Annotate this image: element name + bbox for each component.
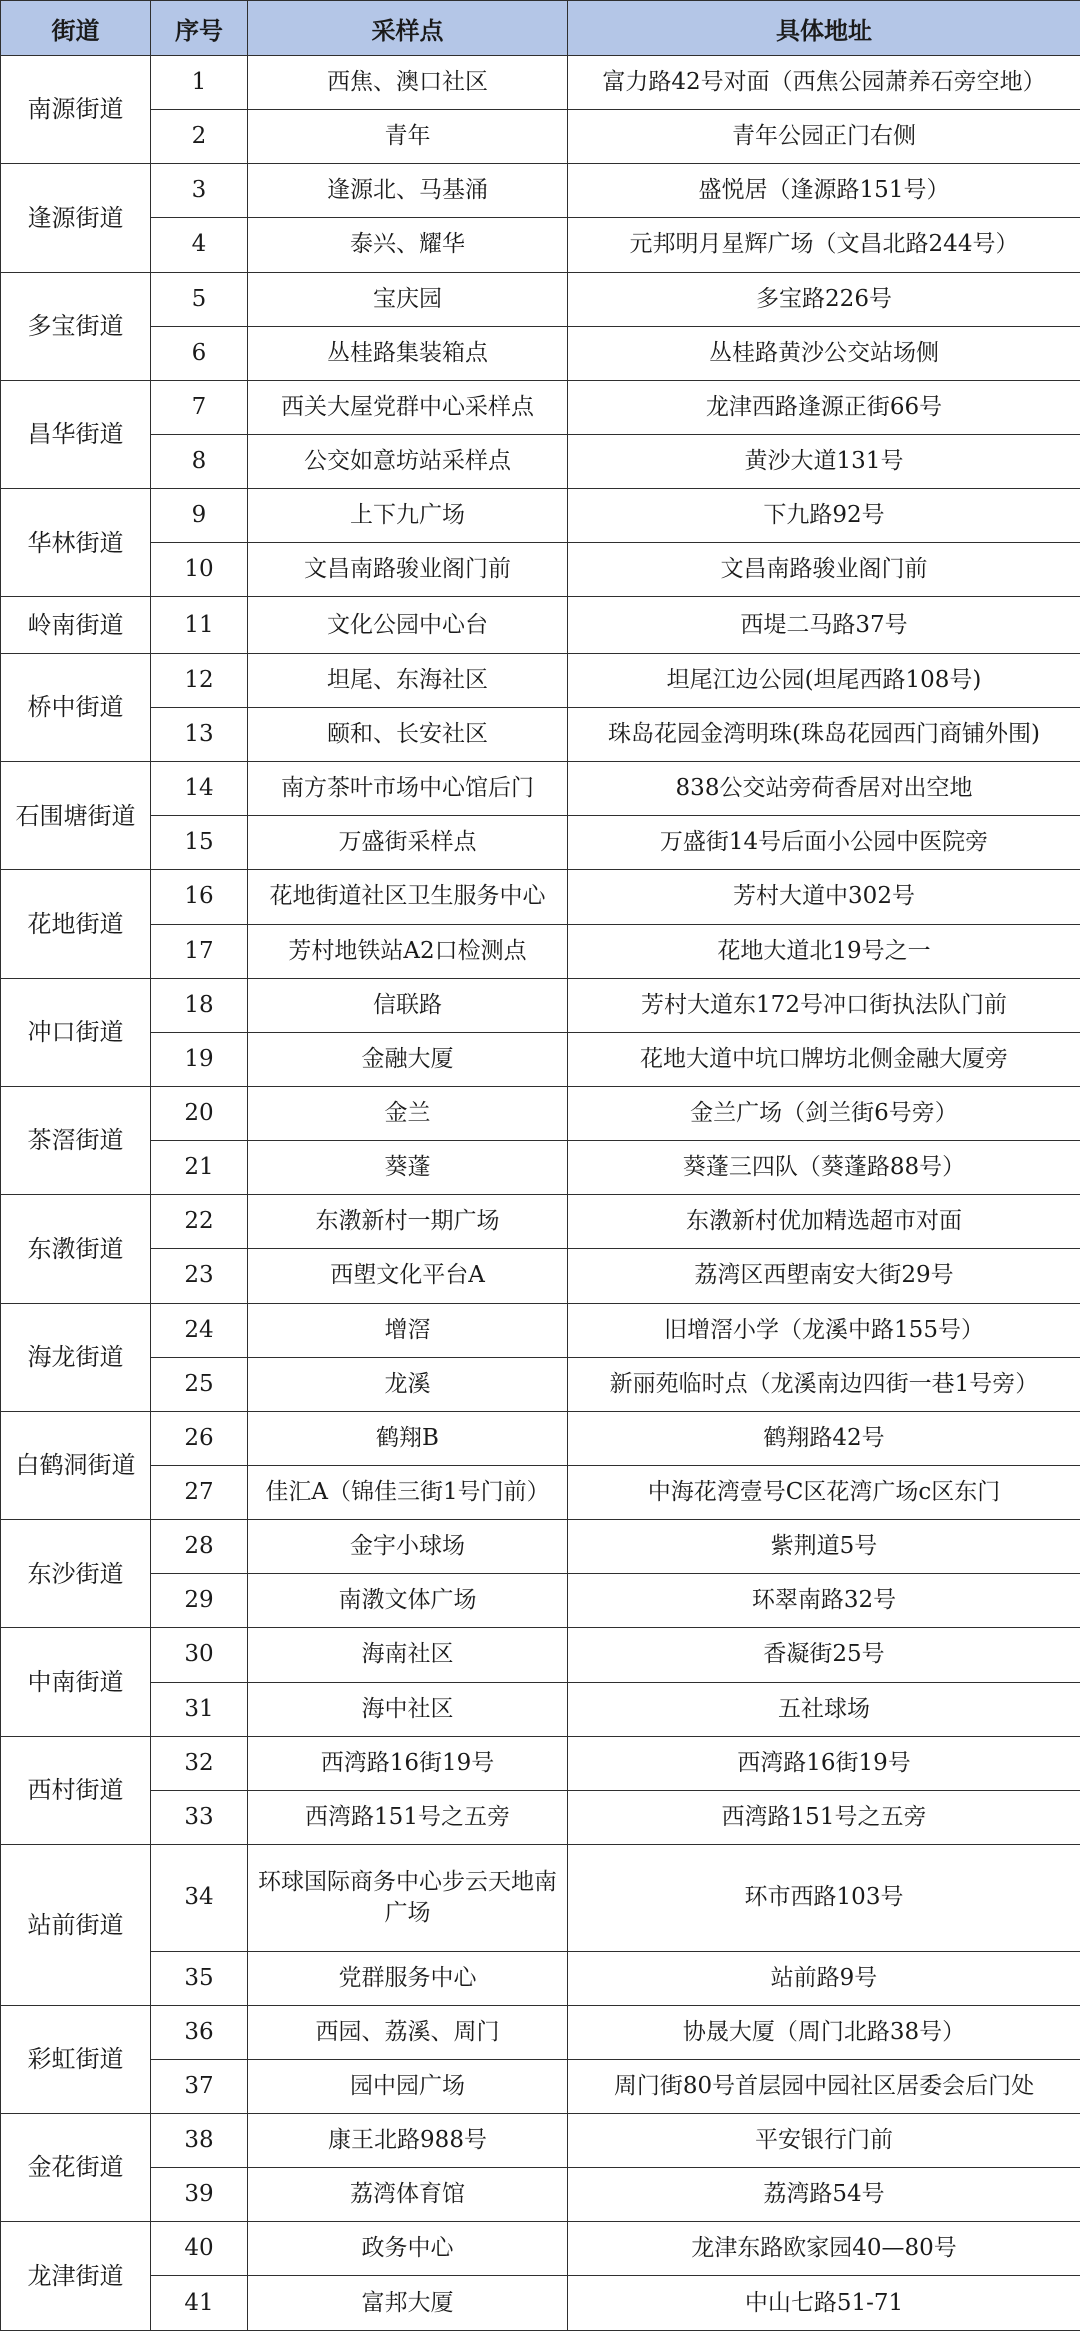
sampling-point-cell: 颐和、长安社区 <box>248 707 568 761</box>
table-body <box>1 56 1080 2331</box>
address-cell: 丛桂路黄沙公交站场侧 <box>568 326 1080 380</box>
sampling-point-cell: 西园、荔溪、周门 <box>248 2005 568 2059</box>
sampling-point-cell: 文化公园中心台 <box>248 597 568 653</box>
street-cell: 逢源街道 <box>1 164 151 272</box>
table-row <box>1 1141 1080 1195</box>
number-cell: 7 <box>151 380 248 434</box>
address-cell: 鹤翔路42号 <box>568 1411 1080 1465</box>
street-cell: 岭南街道 <box>1 597 151 653</box>
street-cell: 中南街道 <box>1 1628 151 1736</box>
table-row <box>1 2276 1080 2331</box>
address-cell: 元邦明月星辉广场（文昌北路244号） <box>568 218 1080 272</box>
number-cell: 1 <box>151 56 248 110</box>
sampling-point-cell: 泰兴、耀华 <box>248 218 568 272</box>
table-row <box>1 1736 1080 1790</box>
address-cell: 荔湾区西塱南安大街29号 <box>568 1249 1080 1303</box>
address-cell: 龙津西路逢源正街66号 <box>568 380 1080 434</box>
address-cell: 葵蓬三四队（葵蓬路88号） <box>568 1141 1080 1195</box>
table-row <box>1 2113 1080 2167</box>
address-cell: 环市西路103号 <box>568 1844 1080 1951</box>
sampling-point-cell: 西湾路151号之五旁 <box>248 1790 568 1844</box>
header-row <box>1 1 1080 56</box>
header-street: 街道 <box>1 1 151 56</box>
address-cell: 协晟大厦（周门北路38号） <box>568 2005 1080 2059</box>
sampling-point-cell: 海南社区 <box>248 1628 568 1682</box>
street-cell: 西村街道 <box>1 1736 151 1844</box>
address-cell: 西湾路16街19号 <box>568 1736 1080 1790</box>
street-cell: 花地街道 <box>1 870 151 978</box>
number-cell: 36 <box>151 2005 248 2059</box>
street-cell: 东沙街道 <box>1 1520 151 1628</box>
address-cell: 富力路42号对面（西焦公园萧养石旁空地） <box>568 56 1080 110</box>
address-cell: 周门街80号首层园中园社区居委会后门处 <box>568 2059 1080 2113</box>
table-row <box>1 218 1080 272</box>
table-row <box>1 978 1080 1032</box>
sampling-point-cell: 政务中心 <box>248 2222 568 2276</box>
table-row <box>1 110 1080 164</box>
table-row <box>1 272 1080 326</box>
table-row <box>1 1520 1080 1574</box>
table-row <box>1 434 1080 488</box>
street-cell: 华林街道 <box>1 489 151 597</box>
table-row <box>1 924 1080 978</box>
sampling-point-cell: 金宇小球场 <box>248 1520 568 1574</box>
sampling-point-cell: 龙溪 <box>248 1357 568 1411</box>
table-row <box>1 1086 1080 1140</box>
street-cell: 冲口街道 <box>1 978 151 1086</box>
sampling-point-cell: 南方茶叶市场中心馆后门 <box>248 762 568 816</box>
address-cell: 中山七路51-71 <box>568 2276 1080 2331</box>
street-cell: 彩虹街道 <box>1 2005 151 2113</box>
number-cell: 41 <box>151 2276 248 2331</box>
address-cell: 下九路92号 <box>568 489 1080 543</box>
address-cell: 芳村大道中302号 <box>568 870 1080 924</box>
table-row <box>1 1951 1080 2005</box>
table-row <box>1 489 1080 543</box>
sampling-point-cell: 丛桂路集装箱点 <box>248 326 568 380</box>
number-cell: 34 <box>151 1844 248 1951</box>
street-cell: 桥中街道 <box>1 653 151 761</box>
address-cell: 站前路9号 <box>568 1951 1080 2005</box>
sampling-point-cell: 上下九广场 <box>248 489 568 543</box>
number-cell: 12 <box>151 653 248 707</box>
sampling-point-cell: 南漖文体广场 <box>248 1574 568 1628</box>
sampling-point-cell: 芳村地铁站A2口检测点 <box>248 924 568 978</box>
number-cell: 3 <box>151 164 248 218</box>
sampling-point-cell: 环球国际商务中心步云天地南广场 <box>248 1844 568 1951</box>
table-row <box>1 870 1080 924</box>
address-cell: 新丽苑临时点（龙溪南边四街一巷1号旁） <box>568 1357 1080 1411</box>
number-cell: 22 <box>151 1195 248 1249</box>
address-cell: 金兰广场（剑兰街6号旁） <box>568 1086 1080 1140</box>
sampling-point-cell: 园中园广场 <box>248 2059 568 2113</box>
number-cell: 26 <box>151 1411 248 1465</box>
table-row <box>1 1195 1080 1249</box>
address-cell: 旧增滘小学（龙溪中路155号） <box>568 1303 1080 1357</box>
sampling-point-cell: 西关大屋党群中心采样点 <box>248 380 568 434</box>
address-cell: 花地大道中坑口牌坊北侧金融大厦旁 <box>568 1032 1080 1086</box>
sampling-point-cell: 富邦大厦 <box>248 2276 568 2331</box>
number-cell: 4 <box>151 218 248 272</box>
number-cell: 8 <box>151 434 248 488</box>
sampling-point-cell: 金融大厦 <box>248 1032 568 1086</box>
table-row <box>1 1032 1080 1086</box>
sampling-point-cell: 文昌南路骏业阁门前 <box>248 543 568 597</box>
sampling-point-cell: 党群服务中心 <box>248 1951 568 2005</box>
table-row <box>1 164 1080 218</box>
street-cell: 白鹤洞街道 <box>1 1411 151 1519</box>
street-cell: 多宝街道 <box>1 272 151 380</box>
number-cell: 15 <box>151 816 248 870</box>
number-cell: 38 <box>151 2113 248 2167</box>
number-cell: 5 <box>151 272 248 326</box>
number-cell: 35 <box>151 1951 248 2005</box>
street-cell: 东漖街道 <box>1 1195 151 1303</box>
number-cell: 37 <box>151 2059 248 2113</box>
address-cell: 龙津东路欧家园40—80号 <box>568 2222 1080 2276</box>
table-row <box>1 1465 1080 1519</box>
street-cell: 站前街道 <box>1 1844 151 2005</box>
address-cell: 多宝路226号 <box>568 272 1080 326</box>
sampling-point-cell: 西塱文化平台A <box>248 1249 568 1303</box>
table-row <box>1 1411 1080 1465</box>
table-row <box>1 1628 1080 1682</box>
number-cell: 28 <box>151 1520 248 1574</box>
sampling-point-cell: 佳汇A（锦佳三街1号门前） <box>248 1465 568 1519</box>
address-cell: 万盛街14号后面小公园中医院旁 <box>568 816 1080 870</box>
number-cell: 9 <box>151 489 248 543</box>
table-row <box>1 380 1080 434</box>
number-cell: 39 <box>151 2168 248 2222</box>
street-cell: 龙津街道 <box>1 2222 151 2331</box>
table-row <box>1 543 1080 597</box>
number-cell: 10 <box>151 543 248 597</box>
sampling-point-cell: 增滘 <box>248 1303 568 1357</box>
sampling-point-cell: 万盛街采样点 <box>248 816 568 870</box>
table-row <box>1 653 1080 707</box>
table-row <box>1 1357 1080 1411</box>
sampling-point-cell: 花地街道社区卫生服务中心 <box>248 870 568 924</box>
number-cell: 21 <box>151 1141 248 1195</box>
number-cell: 27 <box>151 1465 248 1519</box>
table-row <box>1 816 1080 870</box>
table-row <box>1 326 1080 380</box>
number-cell: 29 <box>151 1574 248 1628</box>
sampling-point-cell: 荔湾体育馆 <box>248 2168 568 2222</box>
number-cell: 25 <box>151 1357 248 1411</box>
table-row <box>1 597 1080 653</box>
table-row <box>1 2005 1080 2059</box>
table-row <box>1 1844 1080 1951</box>
street-cell: 海龙街道 <box>1 1303 151 1411</box>
address-cell: 芳村大道东172号冲口街执法队门前 <box>568 978 1080 1032</box>
table-row <box>1 2222 1080 2276</box>
street-cell: 茶滘街道 <box>1 1086 151 1194</box>
sampling-point-cell: 西焦、澳口社区 <box>248 56 568 110</box>
number-cell: 32 <box>151 1736 248 1790</box>
sampling-point-cell: 坦尾、东海社区 <box>248 653 568 707</box>
number-cell: 19 <box>151 1032 248 1086</box>
table-row <box>1 2168 1080 2222</box>
address-cell: 五社球场 <box>568 1682 1080 1736</box>
number-cell: 11 <box>151 597 248 653</box>
number-cell: 40 <box>151 2222 248 2276</box>
header-sampling-point: 采样点 <box>248 1 568 56</box>
address-cell: 838公交站旁荷香居对出空地 <box>568 762 1080 816</box>
address-cell: 文昌南路骏业阁门前 <box>568 543 1080 597</box>
address-cell: 环翠南路32号 <box>568 1574 1080 1628</box>
number-cell: 20 <box>151 1086 248 1140</box>
address-cell: 青年公园正门右侧 <box>568 110 1080 164</box>
number-cell: 16 <box>151 870 248 924</box>
number-cell: 24 <box>151 1303 248 1357</box>
address-cell: 花地大道北19号之一 <box>568 924 1080 978</box>
sampling-point-cell: 青年 <box>248 110 568 164</box>
street-cell: 南源街道 <box>1 56 151 164</box>
address-cell: 坦尾江边公园(坦尾西路108号) <box>568 653 1080 707</box>
address-cell: 中海花湾壹号C区花湾广场c区东门 <box>568 1465 1080 1519</box>
address-cell: 珠岛花园金湾明珠(珠岛花园西门商铺外围) <box>568 707 1080 761</box>
header-number: 序号 <box>151 1 248 56</box>
address-cell: 西堤二马路37号 <box>568 597 1080 653</box>
street-cell: 石围塘街道 <box>1 762 151 870</box>
sampling-point-cell: 鹤翔B <box>248 1411 568 1465</box>
sampling-point-cell: 信联路 <box>248 978 568 1032</box>
number-cell: 2 <box>151 110 248 164</box>
sampling-point-cell: 康王北路988号 <box>248 2113 568 2167</box>
table-row <box>1 1303 1080 1357</box>
sampling-point-cell: 西湾路16街19号 <box>248 1736 568 1790</box>
number-cell: 23 <box>151 1249 248 1303</box>
number-cell: 33 <box>151 1790 248 1844</box>
table-row <box>1 56 1080 110</box>
sampling-point-cell: 宝庆园 <box>248 272 568 326</box>
street-cell: 昌华街道 <box>1 380 151 488</box>
table-row <box>1 1790 1080 1844</box>
number-cell: 13 <box>151 707 248 761</box>
address-cell: 紫荆道5号 <box>568 1520 1080 1574</box>
address-cell: 东漖新村优加精选超市对面 <box>568 1195 1080 1249</box>
header-address: 具体地址 <box>568 1 1080 56</box>
number-cell: 17 <box>151 924 248 978</box>
table-row <box>1 1682 1080 1736</box>
number-cell: 31 <box>151 1682 248 1736</box>
sampling-point-cell: 公交如意坊站采样点 <box>248 434 568 488</box>
sampling-point-cell: 东漖新村一期广场 <box>248 1195 568 1249</box>
table-row <box>1 1574 1080 1628</box>
address-cell: 黄沙大道131号 <box>568 434 1080 488</box>
table-row <box>1 707 1080 761</box>
address-cell: 荔湾路54号 <box>568 2168 1080 2222</box>
address-cell: 盛悦居（逢源路151号） <box>568 164 1080 218</box>
table-row <box>1 2059 1080 2113</box>
sampling-point-cell: 逢源北、马基涌 <box>248 164 568 218</box>
table-row <box>1 762 1080 816</box>
table-row <box>1 1249 1080 1303</box>
street-cell: 金花街道 <box>1 2113 151 2221</box>
number-cell: 18 <box>151 978 248 1032</box>
number-cell: 30 <box>151 1628 248 1682</box>
sampling-point-cell: 金兰 <box>248 1086 568 1140</box>
address-cell: 平安银行门前 <box>568 2113 1080 2167</box>
address-cell: 香凝街25号 <box>568 1628 1080 1682</box>
number-cell: 6 <box>151 326 248 380</box>
sampling-point-cell: 葵蓬 <box>248 1141 568 1195</box>
address-cell: 西湾路151号之五旁 <box>568 1790 1080 1844</box>
number-cell: 14 <box>151 762 248 816</box>
sampling-point-cell: 海中社区 <box>248 1682 568 1736</box>
